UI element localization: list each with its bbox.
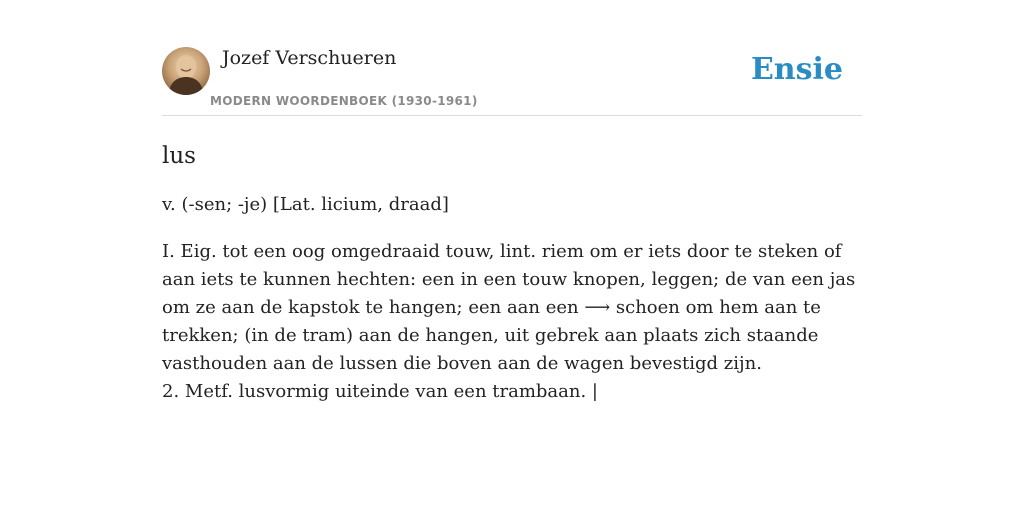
headword: lus bbox=[162, 143, 196, 169]
definition bbox=[162, 238, 862, 406]
grammar-info: v. (-sen; -je) [Lat. licium, draad] bbox=[162, 194, 449, 215]
author-avatar[interactable] bbox=[162, 47, 210, 95]
author-portrait-icon bbox=[162, 47, 210, 95]
definition-sense-1: I. Eig. tot een oog omgedraaid touw, lint. riem om er iets door te steken of aan iets te kunnen hechten: een in een touw knopen, leggen; de van een jas om ze aan de kapstok te hangen; een aan een ⟶ schoen om hem aan te trekken; (in de tram) aan de hangen, uit gebrek aan plaats zich staande vasthouden aan de lussen die boven aan de wagen bevestigd zijn. bbox=[162, 241, 856, 374]
definition-sense-2: 2. Metf. lusvormig uiteinde van een trambaan. | bbox=[162, 381, 598, 402]
entry-header bbox=[162, 0, 862, 116]
page bbox=[162, 0, 862, 406]
author-name[interactable]: Jozef Verschueren bbox=[222, 47, 397, 69]
brand-logo[interactable]: Ensie bbox=[750, 52, 843, 87]
dictionary-source[interactable]: MODERN WOORDENBOEK (1930-1961) bbox=[210, 94, 478, 108]
